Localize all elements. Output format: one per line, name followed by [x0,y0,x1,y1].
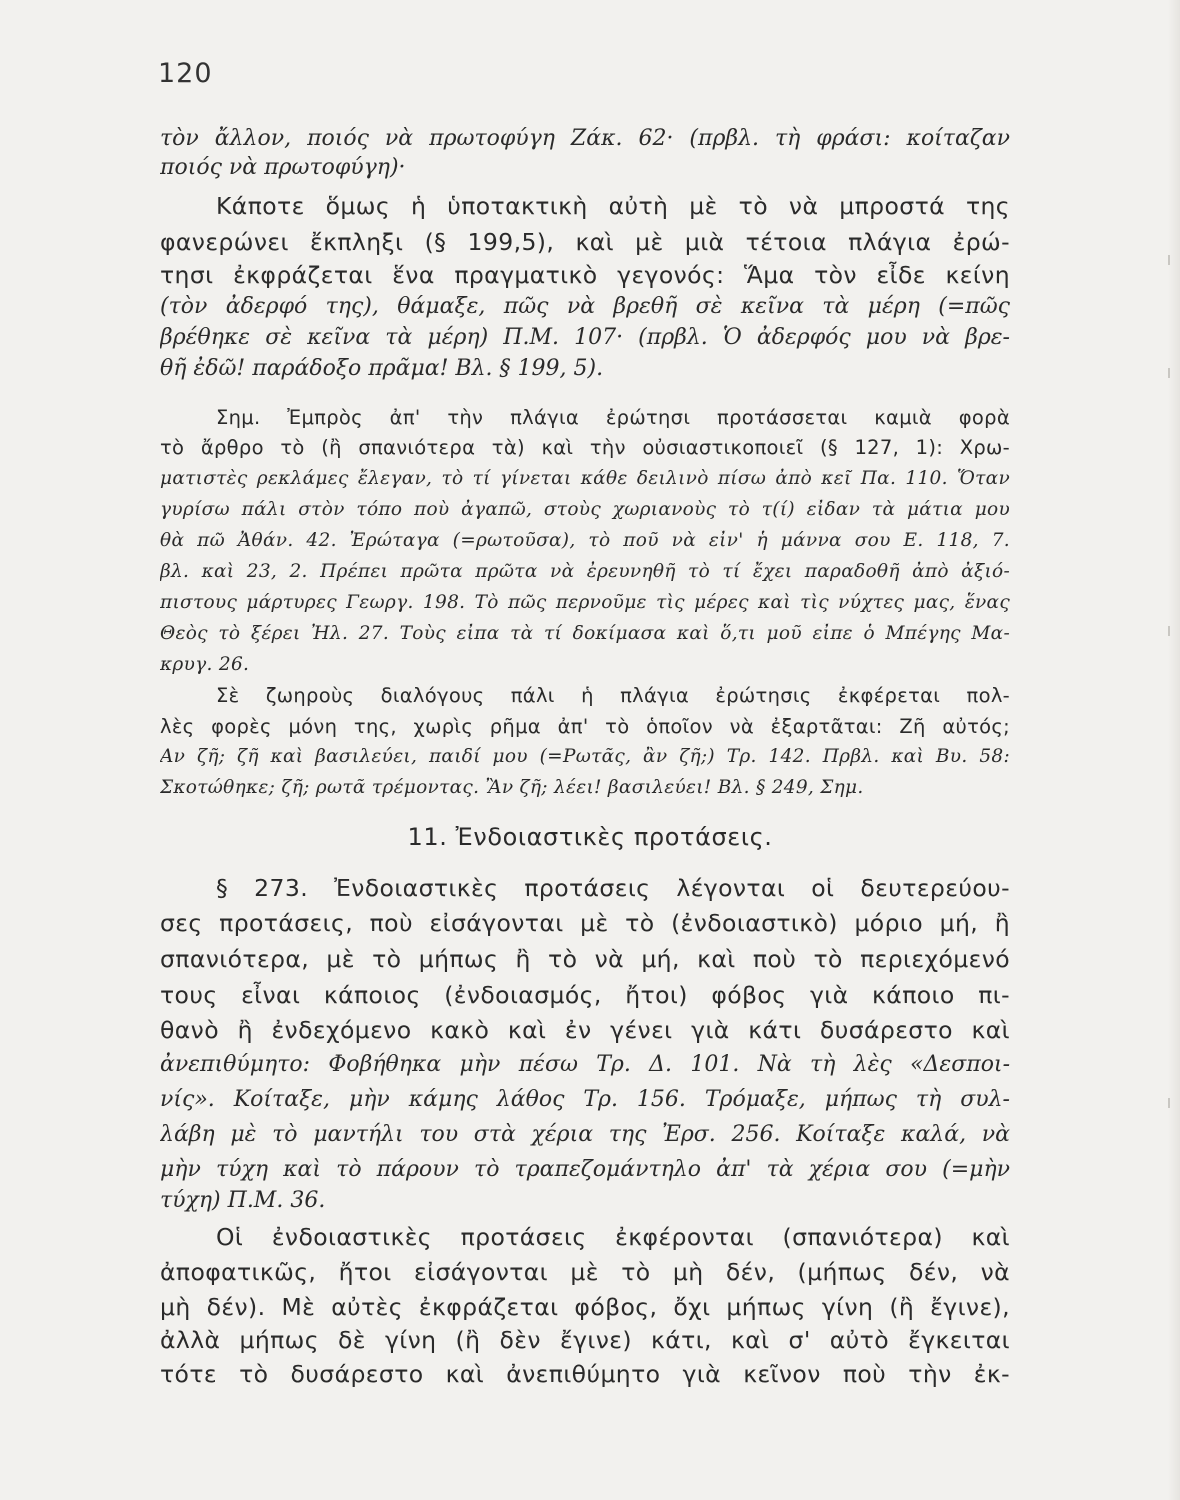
text-line: Οἱ ἐνδοιαστικὲς προτάσεις ἐκφέρονται (σπανιότερα) καὶ [216,1223,1010,1251]
text-line: βρέθηκε σὲ κεῖνα τὰ μέρη) Π.Μ. 107· (πρβλ. Ὁ ἀδερφός μου νὰ βρε- [160,325,1010,350]
text-line: τύχη) Π.Μ. 36. [160,1188,326,1213]
text-line: τότε τὸ δυσάρεστο καὶ ἀνεπιθύμητο γιὰ κεῖνον ποὺ τὴν ἐκ- [160,1360,1010,1388]
note-line: θὰ πῶ Ἀθάν. 42. Ἐρώταγα (=ρωτοῦσα), τὸ ποῦ νὰ εἶν' ἡ μάννα σου Ε. 118, 7. [160,530,1010,551]
note-line: Σκοτώθηκε; ζῆ; ρωτᾶ τρέμοντας. Ἂν ζῆ; λέει! βασιλεύει! Βλ. § 249, Σημ. [160,777,864,798]
page-edge-shadow [1168,0,1180,1500]
page-number: 120 [158,58,213,89]
text-line: μὴ δέν). Μὲ αὐτὲς ἐκφράζεται φόβος, ὄχι μήπως γίνη (ἢ ἔγινε), [160,1293,1010,1321]
margin-mark [1168,255,1170,265]
text-line: θανὸ ἢ ἐνδεχόμενο κακὸ καὶ ἐν γένει γιὰ κάτι δυσάρεστο καὶ [160,1016,1010,1044]
note-line: ματιστὲς ρεκλάμες ἔλεγαν, τὸ τί γίνεται κάθε δειλινὸ πίσω ἀπὸ κεῖ Πα. 110. Ὅταν [160,468,1010,489]
text-line: τὸν ἄλλον, ποιός νὰ πρωτοφύγη Ζάκ. 62· (πρβλ. τὴ φράσι: κοίταζαν [160,126,1010,151]
text-line: τησι ἐκφράζεται ἕνα πραγματικὸ γεγονός: Ἅμα τὸν εἶδε κείνη [160,261,1010,289]
note-line: Σὲ ζωηροὺς διαλόγους πάλι ἡ πλάγια ἐρώτησις ἐκφέρεται πολ- [216,684,1010,707]
margin-mark [1168,1098,1170,1108]
text-line: σες προτάσεις, ποὺ εἰσάγονται μὲ τὸ (ἐνδοιαστικὸ) μόριο μή, ἢ [160,909,1010,937]
text-line: τους εἶναι κάποιος (ἐνδοιασμός, ἤτοι) φόβος γιὰ κάποιο πι- [160,981,1010,1009]
note-line: λὲς φορὲς μόνη της, χωρὶς ρῆμα ἀπ' τὸ ὁποῖον νὰ ἐξαρτᾶται: Ζῆ αὐτός; [160,715,1010,738]
note-line: Σημ. Ἐμπρὸς ἀπ' τὴν πλάγια ἐρώτησι προτάσσεται καμιὰ φορὰ [216,406,1010,429]
text-line: ἀλλὰ μήπως δὲ γίνη (ἢ δὲν ἔγινε) κάτι, καὶ σ' αὐτὸ ἔγκειται [160,1326,1010,1354]
text-line: ποιός νὰ πρωτοφύγη)· [160,155,406,180]
text-line: ἀνεπιθύμητο: Φοβήθηκα μὴν πέσω Τρ. Δ. 101. Νὰ τὴ λὲς «Δεσποι- [160,1052,1010,1077]
text-line: νίς». Κοίταξε, μὴν κάμης λάθος Τρ. 156. Τρόμαξε, μήπως τὴ συλ- [160,1087,1010,1112]
note-line: πιστους μάρτυρες Γεωργ. 198. Τὸ πῶς περνοῦμε τὶς μέρες καὶ τὶς νύχτες μας, ἕνας [160,592,1010,613]
text-line: θῆ ἐδῶ! παράδοξο πρᾶμα! Βλ. § 199, 5). [160,356,604,381]
text-line: ἀποφατικῶς, ἤτοι εἰσάγονται μὲ τὸ μὴ δέν, (μήπως δέν, νὰ [160,1258,1010,1286]
note-line: τὸ ἄρθρο τὸ (ἢ σπανιότερα τὰ) καὶ τὴν οὐσιαστικοποιεῖ (§ 127, 1): Χρω- [160,436,1010,459]
note-line: Θεὸς τὸ ξέρει Ἠλ. 27. Τοὺς εἶπα τὰ τί δοκίμασα καὶ ὅ,τι μοῦ εἶπε ὁ Μπέγης Μα- [160,623,1010,644]
text-line: § 273. Ἐνδοιαστικὲς προτάσεις λέγονται οἱ δευτερεύου- [216,874,1010,902]
section-heading: 11. Ἐνδοιαστικὲς προτάσεις. [407,823,773,851]
note-line: κρυγ. 26. [160,654,250,675]
text-line: λάβη μὲ τὸ μαντήλι του στὰ χέρια της Ἐρσ. 256. Κοίταξε καλά, νὰ [160,1122,1010,1147]
text-line: μὴν τύχη καὶ τὸ πάρουν τὸ τραπεζομάντηλο ἀπ' τὰ χέρια σου (=μὴν [160,1157,1010,1182]
note-line: Αν ζῆ; ζῆ καὶ βασιλεύει, παιδί μου (=Ρωτᾶς, ἂν ζῆ;) Τρ. 142. Πρβλ. καὶ Βυ. 58: [160,746,1010,767]
margin-mark [1168,368,1170,378]
text-line: Κάποτε ὅμως ἡ ὑποτακτικὴ αὐτὴ μὲ τὸ νὰ μπροστά της [216,192,1010,220]
note-line: γυρίσω πάλι στὸν τόπο ποὺ ἀγαπῶ, στοὺς χωριανοὺς τὸ τ(ί) εἶδαν τὰ μάτια μου [160,499,1010,520]
text-line: σπανιότερα, μὲ τὸ μήπως ἢ τὸ νὰ μή, καὶ ποὺ τὸ περιεχόμενό [160,945,1010,973]
margin-mark [1168,626,1170,636]
text-line: (τὸν ἀδερφό της), θάμαξε, πῶς νὰ βρεθῆ σὲ κεῖνα τὰ μέρη (=πῶς [160,294,1010,319]
note-line: βλ. καὶ 23, 2. Πρέπει πρῶτα πρῶτα νὰ ἐρευνηθῆ τὸ τί ἔχει παραδοθῆ ἀπὸ ἀξιό- [160,561,1010,582]
text-line: φανερώνει ἔκπληξι (§ 199,5), καὶ μὲ μιὰ τέτοια πλάγια ἐρώ- [160,228,1010,256]
